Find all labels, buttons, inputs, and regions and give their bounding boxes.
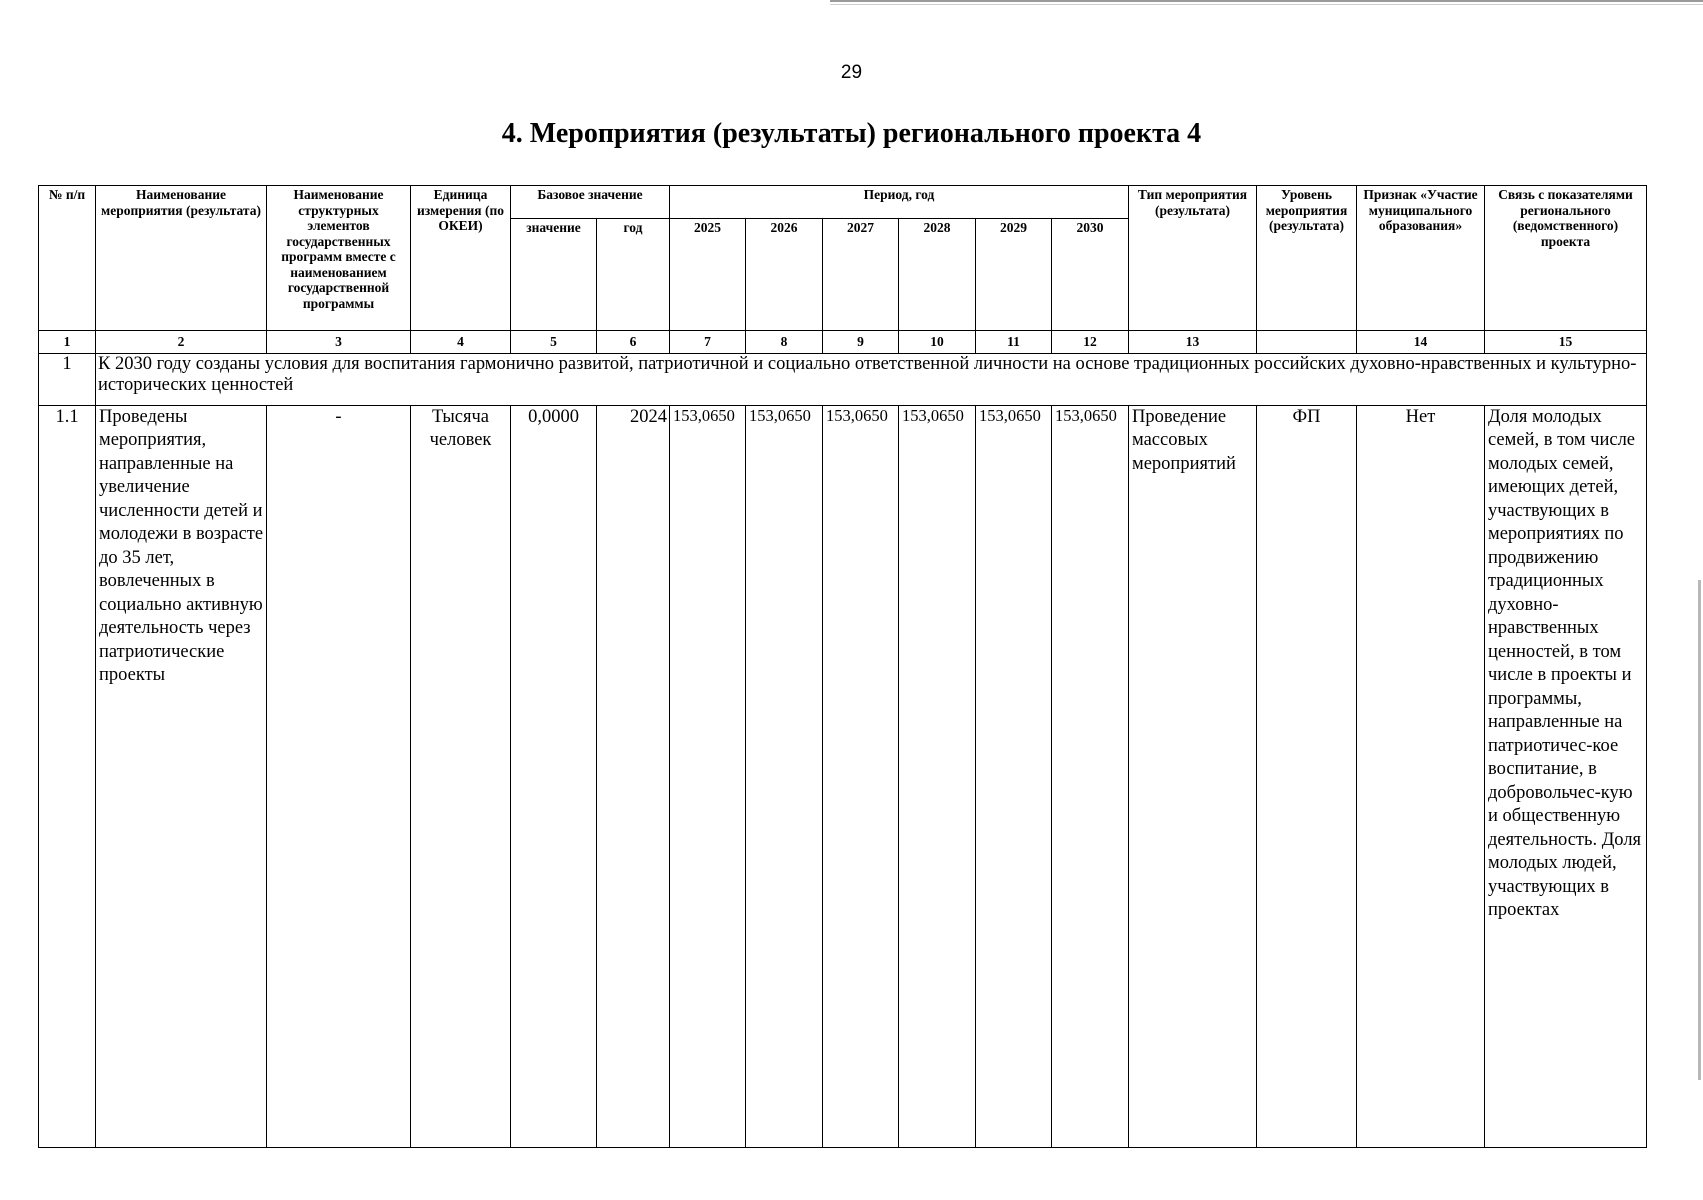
header-base-year: год: [597, 219, 670, 331]
header-level: Уровень мероприятия (результата): [1257, 186, 1357, 331]
header-base: Базовое значение: [511, 186, 670, 219]
row-name: Проведены мероприятия, направленные на увеличение численности детей и молодежи в возрасте до 35 лет, вовлеченных в социально активную деятельность через патриотические проекты: [96, 406, 267, 1148]
column-number: 15: [1485, 331, 1647, 354]
row-number: 1.1: [39, 406, 96, 1148]
header-link: Связь с показателями регионального (ведомственного) проекта: [1485, 186, 1647, 331]
row-value-2029: 153,0650: [976, 406, 1052, 1148]
row-unit: Тысяча человек: [411, 406, 511, 1148]
section-number: 1: [39, 354, 96, 406]
row-value-2026: 153,0650: [746, 406, 823, 1148]
column-number: 13: [1129, 331, 1257, 354]
page-title: 4. Мероприятия (результаты) регионального проекта 4: [501, 118, 1202, 149]
results-table: [38, 185, 1647, 1148]
scan-top-rule-shadow: [830, 4, 1703, 5]
row-level: ФП: [1257, 406, 1357, 1148]
column-number: 9: [823, 331, 899, 354]
table-row: [39, 406, 1647, 1148]
column-number: 3: [267, 331, 411, 354]
column-number: [1257, 331, 1357, 354]
column-number: 11: [976, 331, 1052, 354]
header-sign: Признак «Участие муниципального образования»: [1357, 186, 1485, 331]
column-number-row: [39, 331, 1647, 354]
header-num: № п/п: [39, 186, 96, 331]
row-value-2030: 153,0650: [1052, 406, 1129, 1148]
header-year-2029: 2029: [976, 219, 1052, 331]
row-sign: Нет: [1357, 406, 1485, 1148]
header-unit: Единица измерения (по ОКЕИ): [411, 186, 511, 331]
header-year-2026: 2026: [746, 219, 823, 331]
header-year-2025: 2025: [670, 219, 746, 331]
row-value-2027: 153,0650: [823, 406, 899, 1148]
row-base-value: 0,0000: [511, 406, 597, 1148]
row-link: Доля молодых семей, в том числе молодых семей, имеющих детей, участвующих в мероприятиях по продвижению традиционных духовно-нравственных ценностей, в том числе в проекты и программы, направленные на патриотичес-кое воспитание, в добровольчес-кую и общественную деятельность. Доля молодых людей, участвующих в проектах: [1485, 406, 1647, 1148]
column-number: 12: [1052, 331, 1129, 354]
header-base-value: значение: [511, 219, 597, 331]
section-row: [39, 354, 1647, 406]
column-number: 6: [597, 331, 670, 354]
header-type: Тип мероприятия (результата): [1129, 186, 1257, 331]
column-number: 5: [511, 331, 597, 354]
row-value-2028: 153,0650: [899, 406, 976, 1148]
header-year-2030: 2030: [1052, 219, 1129, 331]
header-year-2027: 2027: [823, 219, 899, 331]
row-struct: -: [267, 406, 411, 1148]
row-base-year: 2024: [597, 406, 670, 1148]
column-number: 1: [39, 331, 96, 354]
column-number: 10: [899, 331, 976, 354]
row-type: Проведение массовых мероприятий: [1129, 406, 1257, 1148]
header-struct: Наименование структурных элементов государственных программ вместе с наименованием государственной программы: [267, 186, 411, 331]
column-number: 2: [96, 331, 267, 354]
row-value-2025: 153,0650: [670, 406, 746, 1148]
column-number: 4: [411, 331, 511, 354]
scan-top-rule: [830, 0, 1703, 2]
section-text: К 2030 году созданы условия для воспитания гармонично развитой, патриотичной и социально ответственной личности на основе традиционных российских духовно-нравственных и культурно-исторических ценностей: [96, 354, 1647, 406]
scan-right-edge: [1698, 580, 1701, 1080]
column-number: 14: [1357, 331, 1485, 354]
column-number: 7: [670, 331, 746, 354]
column-number: 8: [746, 331, 823, 354]
header-period: Период, год: [670, 186, 1129, 219]
page-number: 29: [840, 62, 863, 83]
header-year-2028: 2028: [899, 219, 976, 331]
header-row-1: [39, 186, 1647, 219]
header-name: Наименование мероприятия (результата): [96, 186, 267, 331]
